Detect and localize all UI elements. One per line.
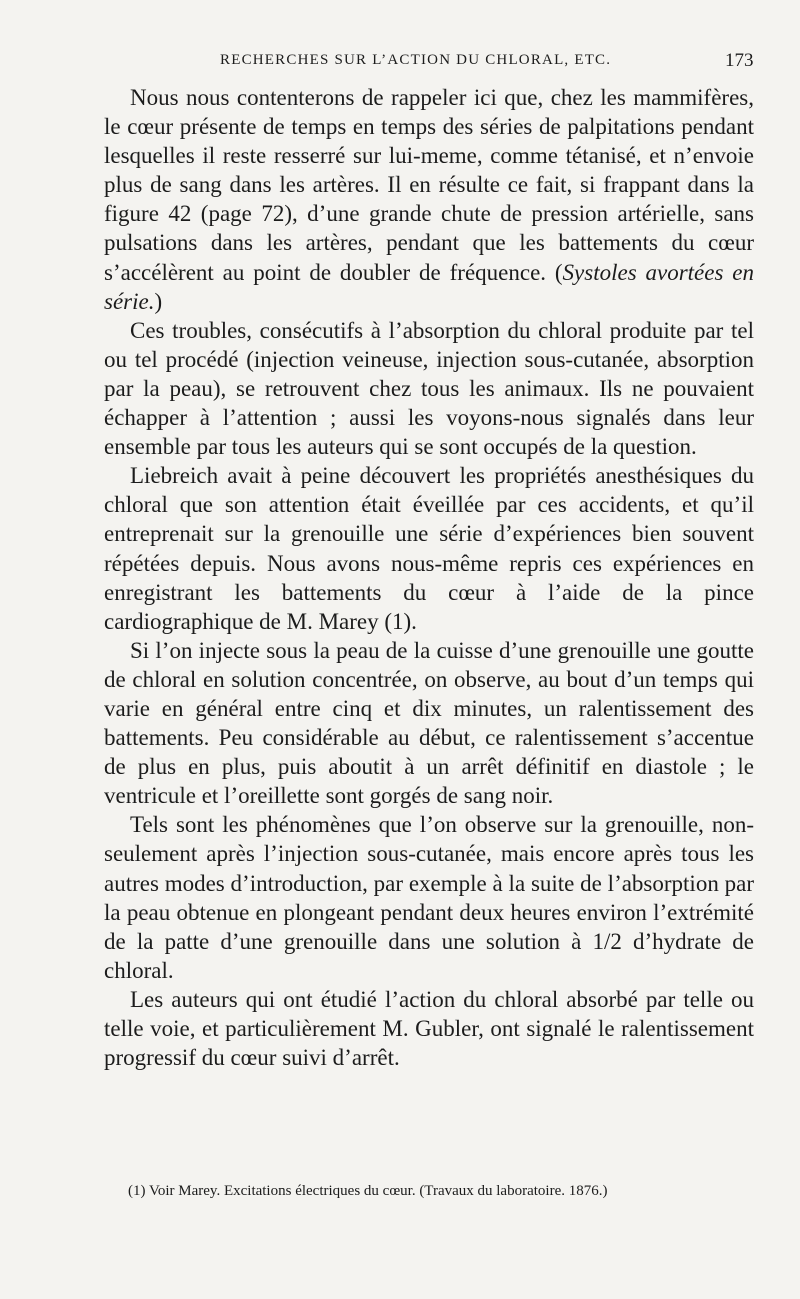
footnote-text: (1) Voir Marey. Excitations électriques du cœur. (Travaux du laboratoire. 1876.) — [128, 1183, 608, 1199]
body-text — [104, 83, 754, 1072]
paragraph: Tels sont les phénomènes que l’on observe sur la grenouille, non-seulement après l’injection sous-cutanée, mais encore après tous les autres modes d’introduction, par exemple à la suite de l’absorption par la peau obtenue en plongeant pendant deux heures environ l’extrémité de la patte d’une grenouille dans une solution à 1/2 d’hydrate de chloral. — [104, 812, 754, 983]
footnote — [104, 1180, 754, 1202]
paragraph: Liebreich avait à peine découvert les propriétés anesthésiques du chloral que son attention était éveillée par ces accidents, et qu’il entreprenait sur la grenouille une série d’expériences bien souvent répétées depuis. Nous avons nous-même repris ces expériences en enregistrant les battements du cœur à l’aide de la pince cardiographique de M. Marey (1). — [104, 463, 754, 634]
page-number: 173 — [725, 50, 754, 71]
paragraph: Les auteurs qui ont étudié l’action du chloral absorbé par telle ou telle voie, et particulièrement M. Gubler, ont signalé le ralentissement progressif du cœur suivi d’arrêt. — [104, 986, 754, 1071]
paragraph: Ces troubles, consécutifs à l’absorption du chloral produite par tel ou tel procédé (injection veineuse, injection sous-cutanée, absorption par la peau), se retrouvent chez tous les animaux. Ils ne pouvaient échapper à l’attention ; aussi les voyons-nous signalés dans leur ensemble par tous les auteurs qui se sont occupés de la question. — [104, 317, 754, 460]
paragraph-tail: ) — [154, 288, 163, 314]
paragraph: Si l’on injecte sous la peau de la cuisse d’une grenouille une goutte de chloral en solution concentrée, on observe, au bout d’un temps qui varie en général entre cinq et dix minutes, un ralentissement des battements. Peu considérable au début, ce ralentissement s’accentue de plus en plus, puis aboutit à un arrêt définitif en diastole ; le ventricule et l’oreillette sont gorgés de sang noir. — [104, 637, 754, 809]
page-header — [0, 50, 800, 74]
running-title: RECHERCHES SUR L’ACTION DU CHLORAL, ETC. — [220, 52, 612, 68]
italic-phrase: Systoles avortées en série. — [104, 259, 754, 314]
paragraph-text: Nous nous contenterons de rappeler ici que, chez les mammifères, le cœur présente de temps en temps des séries de palpitations pendant lesquelles il reste resserré sur lui-meme, comme tétanisé, et n’envoie plus de sang dans les artères. Il en résulte ce fait, si frappant dans la figure 42 (page 72), d’une grande chute de pression artérielle, sans pulsations dans les artères, pendant que les battements du cœur s’accélèrent au point de doubler de fréquence. ( — [104, 85, 754, 285]
paragraph — [104, 83, 754, 316]
